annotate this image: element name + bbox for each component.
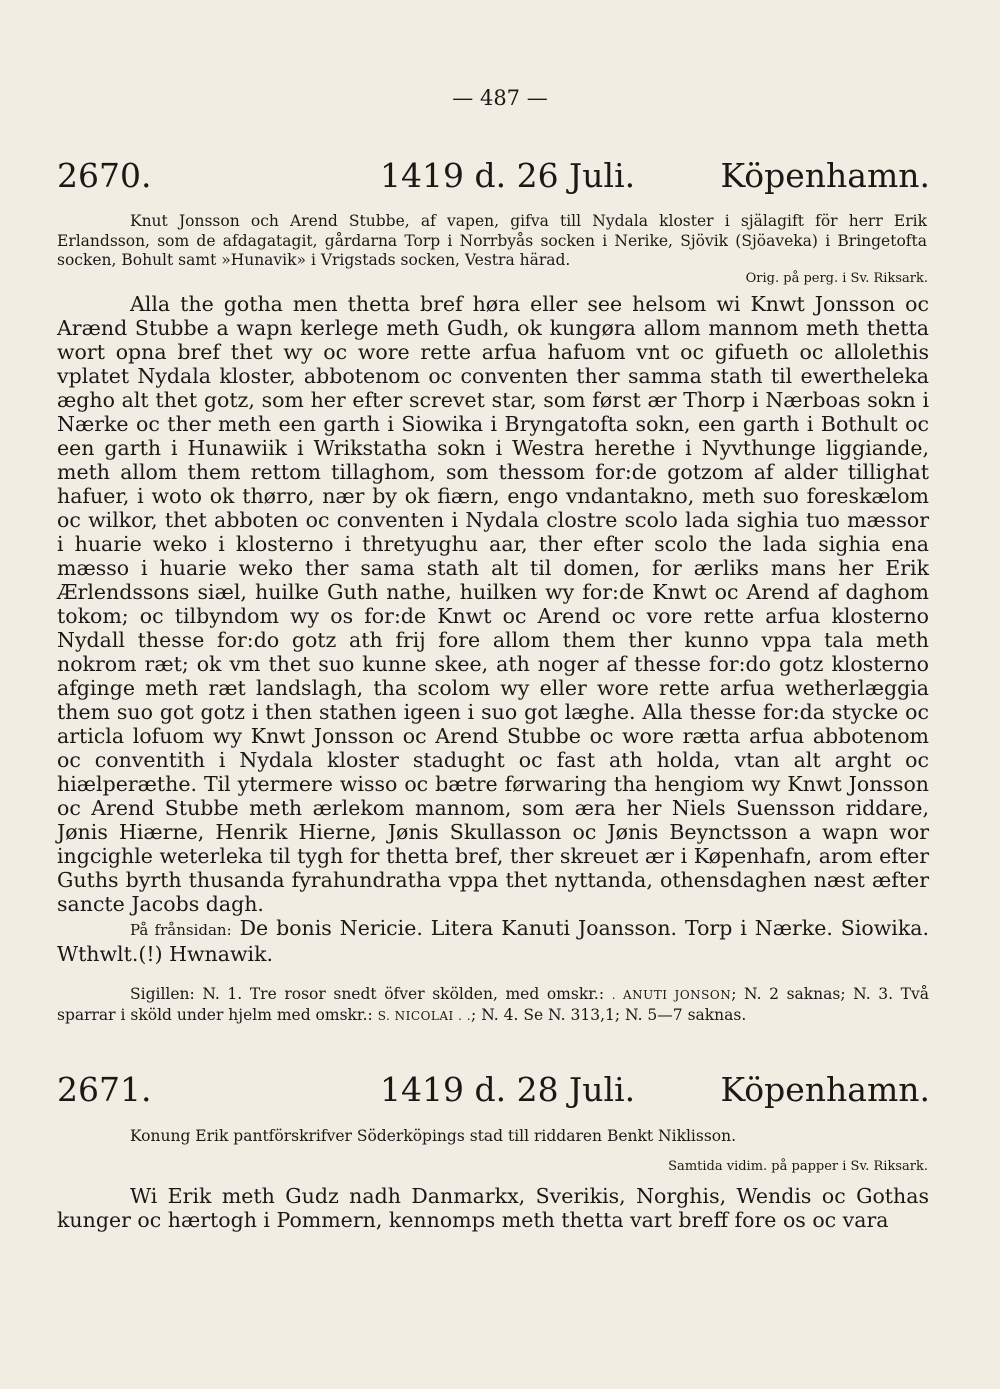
doc2-body (57, 1184, 929, 1232)
seal-legend-1: . ANUTI JONSON (611, 988, 732, 1002)
doc2-number: 2671. (57, 1070, 152, 1109)
doc2-text: Wi Erik meth Gudz nadh Danmarkx, Sverikis, Norghis, Wendis oc Gothas kunger oc hærtogh i Pommern, kennomps meth thetta vart breff fore os oc vara (57, 1184, 929, 1232)
doc2-summary: Konung Erik pantförskrifver Söderköpings stad till riddaren Benkt Niklisson. (130, 1127, 737, 1145)
doc-summary: Knut Jonsson och Arend Stubbe, af vapen, gifva till Nydala kloster i själagift för herr Erik Erlandsson, som de afdagatagit, gårdarna Torp i Norrbyås socken i Nerike, Sjövik (Sjöaveka) i Bringetofta socken, Bohult samt »Hunavik» i Vrigstads socken, Vestra härad. (57, 212, 927, 269)
page-number: — 487 — (452, 86, 548, 110)
doc-body (57, 292, 929, 966)
doc2-date: 1419 d. 28 Juli. (380, 1070, 636, 1109)
doc-source: Orig. på perg. i Sv. Riksark. (745, 271, 928, 286)
seals-text-1: Sigillen: N. 1. Tre rosor snedt öfver skölden, med omskr.: (130, 985, 605, 1003)
doc2-source: Samtida vidim. på papper i Sv. Riksark. (668, 1159, 928, 1174)
seal-legend-2: S. NICOLAI . . (377, 1009, 472, 1023)
doc-date: 1419 d. 26 Juli. (380, 156, 636, 195)
seals-text-3: ; N. 4. Se N. 313,1; N. 5—7 saknas. (471, 1006, 747, 1024)
endorsement-label: På frånsidan: (130, 921, 232, 939)
seals-text-2: ; N. 2 saknas; N. 3. Två sparrar i sköld under hjelm med omskr.: (57, 985, 929, 1024)
seals-description (57, 984, 929, 1026)
doc-place: Köpenhamn. (720, 156, 930, 195)
doc-text: Alla the gotha men thetta bref høra eller see helsom wi Knwt Jonsson oc Arænd Stubbe a wapn kerlege meth Gudh, ok kungøra allom mannom meth thetta wort opna bref thet wy oc wore rette arfua hafuom vnt oc gifueth oc allolethis vplatet Nydala kloster, abbotenom oc conventen ther samma stath til ewertheleka ægho alt thet gotz, som her efter screvet star, som først ær Thorp i Nærboas sokn i Nærke oc ther meth een garth i Siowika i Bryngatofta sokn, een garth i Bothult oc een garth i Hunawiik i Wrikstatha sokn i Westra herethe i Nyvthunge liggiande, meth allom them rettom tillaghom, som thessom for:de gotzom af alder tillighat hafuer, i woto ok thørro, nær by ok fiærn, engo vndantakno, meth suo foreskælom oc wilkor, thet abboten oc conventen i Nydala clostre scolo lada sighia tuo mæssor i huarie weko i klosterno i thretyughu aar, ther efter scolo the lada sighia ena mæsso i huarie weko ther sama stath alt til domen, for ærliks mans her Erik Ærlendssons siæl, huilke Guth nathe, huilken wy for:de Knwt oc Arend af daghom tokom; oc tilbyndom wy os for:de Knwt oc Arend oc vore rette arfua klosterno Nydall thesse for:do gotz ath frij fore allom them ther kunno vppa tala meth nokrom ræt; ok vm thet suo kunne skee, ath noger af thesse for:do gotz klosterno afginge meth ræt landslagh, tha scolom wy eller wore rette arfua wetherlæggia them suo got gotz i then stathen igeen i suo got læghe. Alla thesse for:da stycke oc articla lofuom wy Knwt Jonsson oc Arend Stubbe oc wore rætta arfua abbotenom oc conventith i Nydala kloster stadught oc fast ath holda, vtan alt arght oc hiælperæthe. Til ytermere wisso oc bætre førwaring tha hengiom wy Knwt Jonsson oc Arend Stubbe meth ærlekom mannom, som æra her Niels Suensson riddare, Jønis Hiærne, Henrik Hierne, Jønis Skullasson oc Jønis Beynctsson a wapn wor ingcighle weterleka til tygh for thetta bref, ther skreuet ær i Køpenhafn, arom efter Guths byrth thusanda fyrahundratha vppa thet nyttanda, othensdaghen næst æfter sancte Jacobs dagh. (57, 292, 929, 916)
doc-number: 2670. (57, 156, 152, 195)
doc2-place: Köpenhamn. (720, 1070, 930, 1109)
endorsement-text: De bonis Nericie. Litera Kanuti Joansson. Torp i Nærke. Siowika. Wthwlt.(!) Hwnawik. (57, 916, 929, 966)
endorsement (57, 916, 929, 966)
